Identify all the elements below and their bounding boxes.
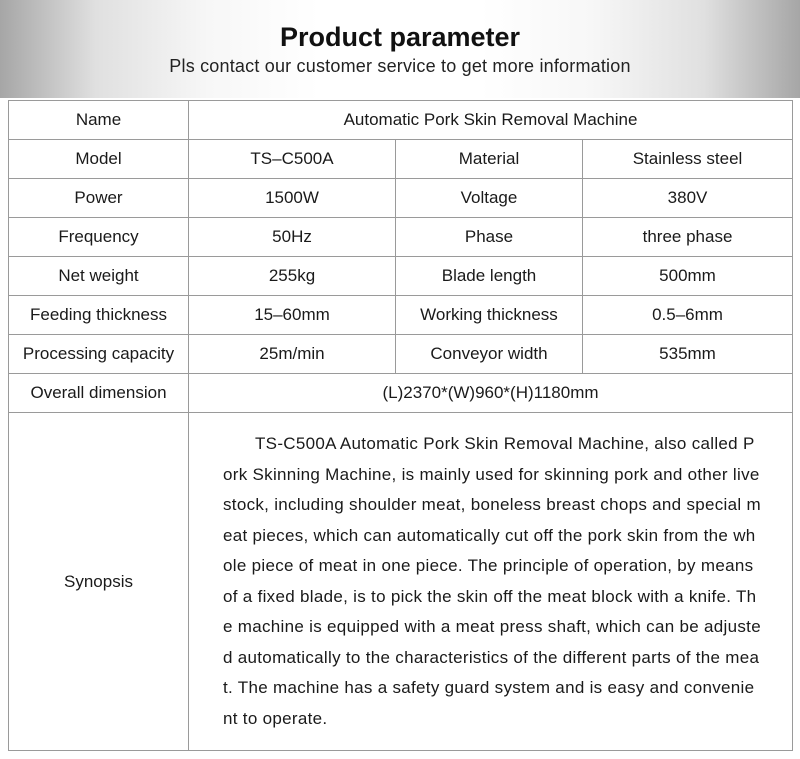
conveyor-width-label: Conveyor width bbox=[396, 335, 583, 374]
table-row bbox=[9, 101, 793, 140]
net-weight-value: 255kg bbox=[189, 257, 396, 296]
power-label: Power bbox=[9, 179, 189, 218]
blade-length-label: Blade length bbox=[396, 257, 583, 296]
phase-label: Phase bbox=[396, 218, 583, 257]
power-value: 1500W bbox=[189, 179, 396, 218]
table-row bbox=[9, 218, 793, 257]
processing-capacity-value: 25m/min bbox=[189, 335, 396, 374]
model-value: TS–C500A bbox=[189, 140, 396, 179]
feeding-thickness-value: 15–60mm bbox=[189, 296, 396, 335]
spec-table bbox=[8, 100, 793, 751]
table-row bbox=[9, 179, 793, 218]
header-banner bbox=[0, 0, 800, 98]
table-row bbox=[9, 140, 793, 179]
voltage-label: Voltage bbox=[396, 179, 583, 218]
synopsis-text: TS-C500A Automatic Pork Skin Removal Machine, also called Pork Skinning Machine, is mainly used for skinning pork and other livestock, including shoulder meat, boneless breast chops and special meat pieces, which can automatically cut off the pork skin from the whole piece of meat in one piece. The principle of operation, by means of a fixed blade, is to pick the skin off the meat block with a knife. The machine is equipped with a meat press shaft, which can be adjusted automatically to the characteristics of the different parts of the meat. The machine has a safety guard system and is easy and convenient to operate. bbox=[223, 434, 761, 728]
conveyor-width-value: 535mm bbox=[583, 335, 793, 374]
model-label: Model bbox=[9, 140, 189, 179]
phase-value: three phase bbox=[583, 218, 793, 257]
material-value: Stainless steel bbox=[583, 140, 793, 179]
feeding-thickness-label: Feeding thickness bbox=[9, 296, 189, 335]
material-label: Material bbox=[396, 140, 583, 179]
page-subtitle: Pls contact our customer service to get more information bbox=[169, 56, 631, 76]
table-row bbox=[9, 296, 793, 335]
frequency-label: Frequency bbox=[9, 218, 189, 257]
overall-dimension-label: Overall dimension bbox=[9, 374, 189, 413]
net-weight-label: Net weight bbox=[9, 257, 189, 296]
working-thickness-label: Working thickness bbox=[396, 296, 583, 335]
table-row bbox=[9, 257, 793, 296]
voltage-value: 380V bbox=[583, 179, 793, 218]
page-title: Product parameter bbox=[279, 22, 521, 52]
overall-dimension-value: (L)2370*(W)960*(H)1180mm bbox=[189, 374, 793, 413]
working-thickness-value: 0.5–6mm bbox=[583, 296, 793, 335]
table-row bbox=[9, 374, 793, 413]
name-value: Automatic Pork Skin Removal Machine bbox=[189, 101, 793, 140]
name-label: Name bbox=[9, 101, 189, 140]
frequency-value: 50Hz bbox=[189, 218, 396, 257]
blade-length-value: 500mm bbox=[583, 257, 793, 296]
processing-capacity-label: Processing capacity bbox=[9, 335, 189, 374]
synopsis-label: Synopsis bbox=[9, 413, 189, 751]
synopsis-cell bbox=[189, 413, 793, 751]
table-row bbox=[9, 335, 793, 374]
table-row bbox=[9, 413, 793, 751]
